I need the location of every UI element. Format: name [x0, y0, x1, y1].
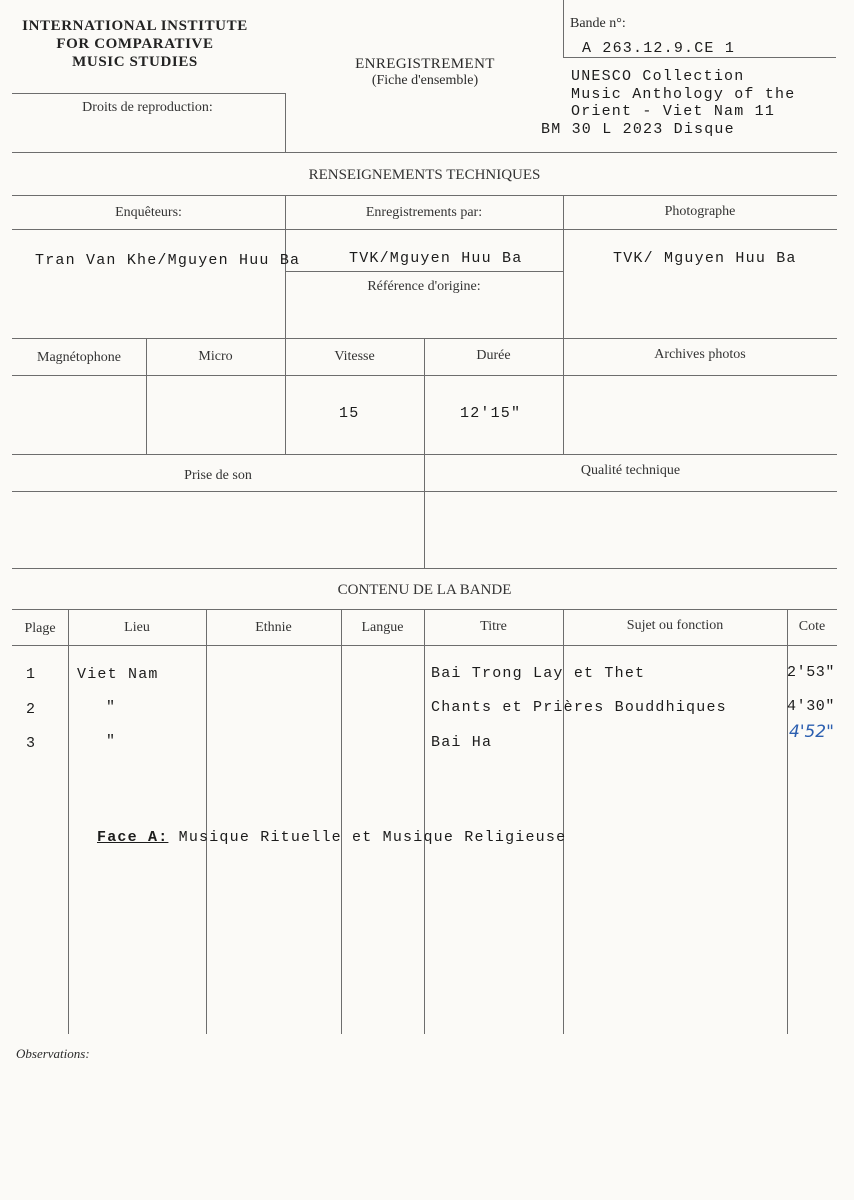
row-plage: 2 [26, 701, 37, 718]
bande-label: Bande n°: [570, 16, 626, 31]
enregistrements-label: Enregistrements par: [365, 205, 483, 220]
face-a-text: Musique Rituelle et Musique Religieuse [178, 829, 567, 846]
archives-label: Archives photos [654, 347, 746, 362]
micro-label: Micro [198, 349, 233, 364]
row-plage: 3 [26, 735, 37, 752]
row-plage: 1 [26, 666, 37, 683]
institute-line-1: INTERNATIONAL INSTITUTE [22, 18, 248, 34]
vitesse-label: Vitesse [334, 349, 375, 364]
collection-line-4: BM 30 L 2023 Disque [541, 121, 735, 138]
col-ethnie: Ethnie [255, 620, 292, 635]
enqueteurs-value: Tran Van Khe/Mguyen Huu Ba [35, 252, 301, 269]
row-lieu: Viet Nam [77, 666, 159, 683]
collection-line-1: UNESCO Collection [571, 68, 745, 85]
droits-label: Droits de reproduction: [82, 100, 213, 115]
vitesse-value: 15 [339, 405, 360, 422]
form-title-sub: (Fiche d'ensemble) [371, 73, 479, 88]
observations-label: Observations: [16, 1046, 90, 1061]
technique-heading: RENSEIGNEMENTS TECHNIQUES [308, 167, 541, 183]
prise-label: Prise de son [184, 468, 252, 483]
photographe-value: TVK/ Mguyen Huu Ba [613, 250, 797, 267]
col-plage: Plage [24, 621, 56, 636]
enregistrements-value: TVK/Mguyen Huu Ba [349, 250, 523, 267]
face-a-label: Face A: [97, 829, 169, 846]
contenu-heading: CONTENU DE LA BANDE [337, 582, 512, 598]
duree-label: Durée [476, 348, 511, 363]
collection-info [571, 68, 795, 121]
photographe-label: Photographe [664, 204, 736, 219]
qualite-label: Qualité technique [580, 463, 681, 478]
duree-value: 12'15" [460, 405, 522, 422]
form-title-main: ENREGISTREMENT [355, 56, 495, 72]
col-sujet: Sujet ou fonction [626, 618, 724, 633]
row-cote-handwritten: 4'52" [789, 722, 834, 742]
col-cote: Cote [798, 619, 826, 634]
institute-line-3: MUSIC STUDIES [72, 54, 198, 70]
institute-line-2: FOR COMPARATIVE [56, 36, 214, 52]
col-lieu: Lieu [124, 620, 150, 635]
reference-label: Référence d'origine: [367, 279, 481, 294]
collection-line-3: Orient - Viet Nam 11 [571, 103, 776, 120]
institute-name [10, 17, 260, 71]
row-titre: Bai Ha [431, 734, 493, 751]
col-titre: Titre [480, 619, 507, 634]
collection-line-2: Music Anthology of the [571, 85, 796, 103]
row-cote: 2'53" [787, 664, 836, 681]
form-title [320, 56, 530, 89]
row-titre: Bai Trong Lay et Thet [431, 665, 646, 682]
bande-number: A 263.12.9.CE 1 [582, 40, 736, 57]
row-lieu: " [106, 733, 117, 750]
col-langue: Langue [361, 620, 404, 635]
row-titre: Chants et Prières Bouddhiques [431, 699, 727, 716]
face-a-line [97, 829, 566, 846]
row-cote: 4'30" [787, 698, 836, 715]
magnetophone-label: Magnétophone [37, 350, 121, 365]
row-lieu: " [106, 699, 117, 716]
enqueteurs-label: Enquêteurs: [115, 205, 182, 220]
